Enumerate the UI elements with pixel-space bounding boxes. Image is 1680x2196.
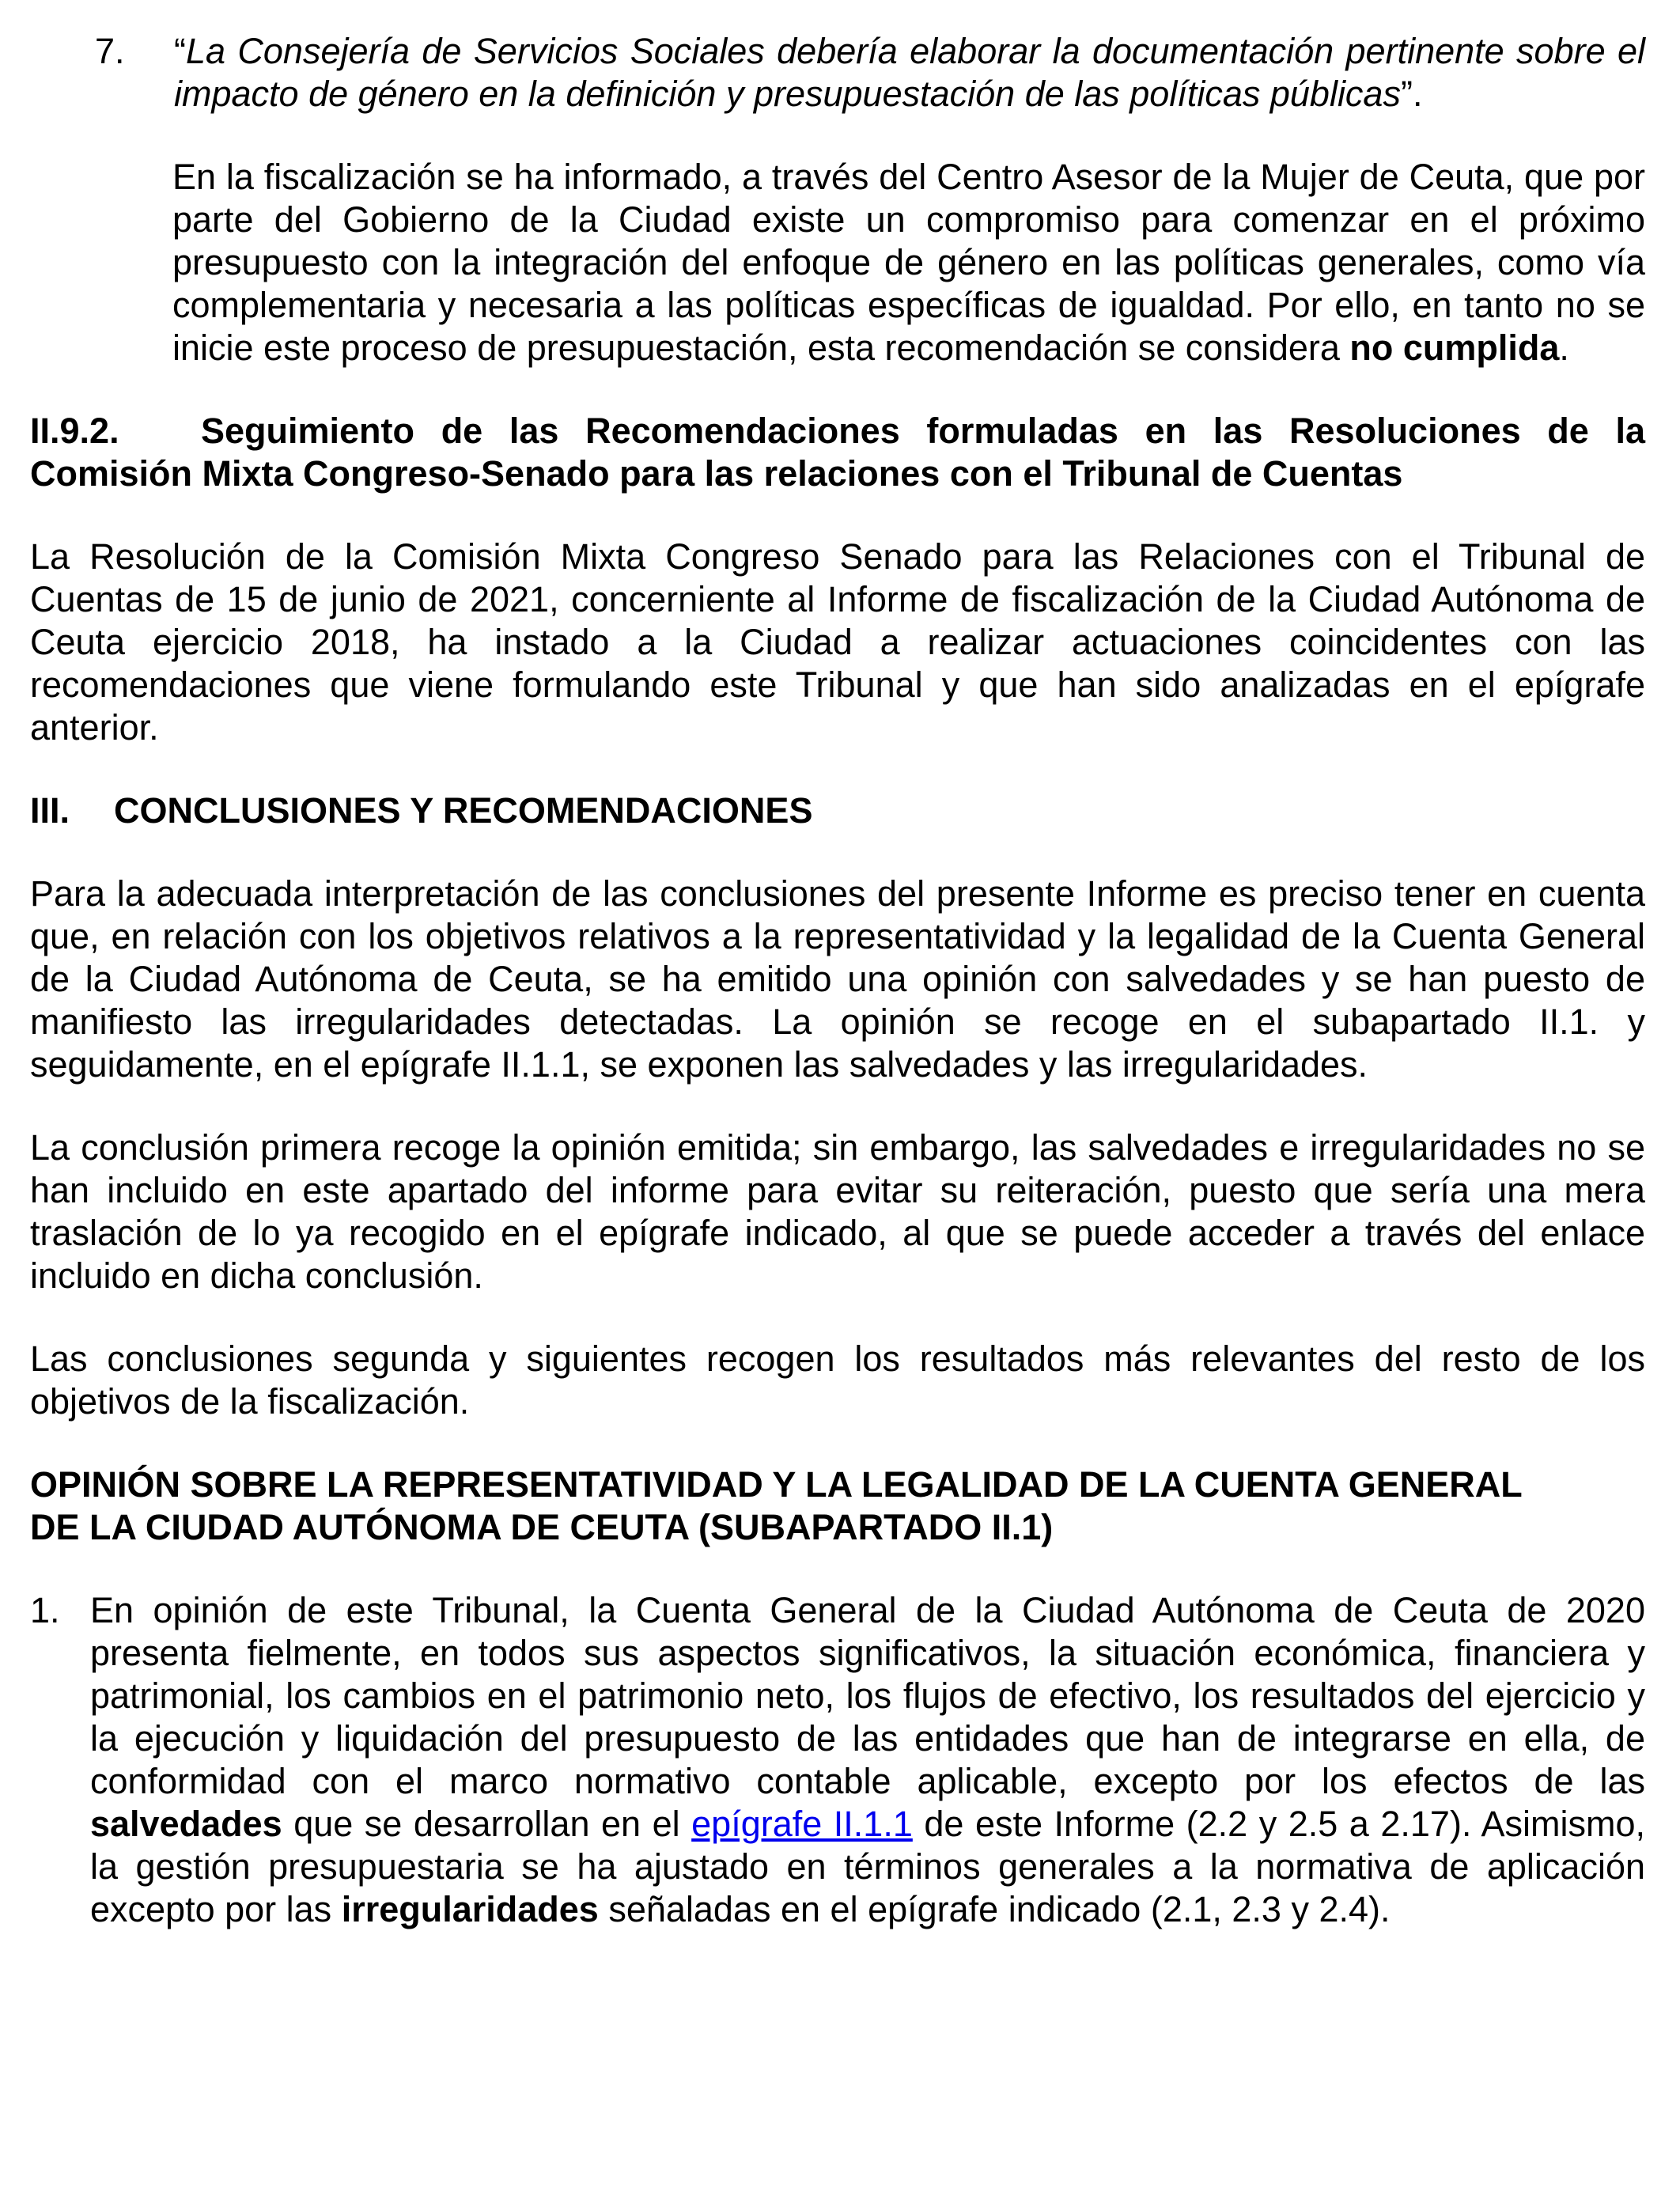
recommendation-quote: “La Consejería de Servicios Sociales debería elaborar la documentación pertinente sobre el impacto de género en la definición y presupuestación de las políticas públicas”. [174, 31, 1645, 114]
recommendation-7 [95, 30, 1645, 115]
conclusion-text: En opinión de este Tribunal, la Cuenta General de la Ciudad Autónoma de Ceuta de 2020 presenta fielmente, en todos sus aspectos significativos, la situación económica, financiera y patrimonial, los cambios en el patrimonio neto, los flujos de efectivo, los resultados del ejercicio y la ejecución y liquidación del presupuesto de las entidades que han de integrarse en ella, de conformidad con el marco normativo contable aplicable, excepto por los efectos de las salvedades que se desarrollan en el epígrafe II.1.1 de este Informe (2.2 y 2.5 a 2.17). Asimismo, la gestión presupuestaria se ha ajustado en términos generales a la normativa de aplicación excepto por las irregularidades señaladas en el epígrafe indicado (2.1, 2.3 y 2.4). [90, 1590, 1645, 1929]
recommendation-number: 7. [95, 31, 125, 71]
salvedades-term: salvedades [90, 1804, 282, 1844]
section-number: II.9.2. [30, 411, 119, 451]
conclusions-paragraph: Para la adecuada interpretación de las conclusiones del presente Informe es preciso tener en cuenta que, en relación con los objetivos relativos a la representatividad y la legalidad de la Cuenta General de la Ciudad Autónoma de Ceuta, se ha emitido una opinión con salvedades y se han puesto de manifiesto las irregularidades detectadas. La opinión se recoge en el subapartado II.1. y seguidamente, en el epígrafe II.1.1, se exponen las salvedades y las irregularidades. [30, 873, 1645, 1085]
epigrafe-link[interactable]: epígrafe II.1.1 [691, 1804, 913, 1844]
section-title-line2: Comisión Mixta Congreso-Senado para las relaciones con el Tribunal de Cuentas [30, 453, 1403, 494]
conclusions-paragraph: La conclusión primera recoge la opinión emitida; sin embargo, las salvedades e irregularidades no se han incluido en este apartado del informe para evitar su reiteración, puesto que sería una mera traslación de lo ya recogido en el epígrafe indicado, al que se puede acceder a través del enlace incluido en dicha conclusión. [30, 1127, 1645, 1296]
opinion-heading: OPINIÓN SOBRE LA REPRESENTATIVIDAD Y LA LEGALIDAD DE LA CUENTA GENERAL DE LA CIUDAD AUTÓNOMA DE CEUTA (SUBAPARTADO II.1) [30, 1464, 1523, 1547]
section-heading-ii-9-2 [30, 410, 1645, 495]
section-heading-iii [30, 789, 1645, 832]
recommendation-7-body: En la fiscalización se ha informado, a través del Centro Asesor de la Mujer de Ceuta, que por parte del Gobierno de la Ciudad existe un compromiso para comenzar en el próximo presupuesto con la integración del enfoque de género en las políticas generales, como vía complementaria y necesaria a las políticas específicas de igualdad. Por ello, en tanto no se inicie este proceso de presupuestación, esta recomendación se considera no cumplida. [172, 157, 1645, 368]
section-9-2-paragraph: La Resolución de la Comisión Mixta Congreso Senado para las Relaciones con el Tribunal de Cuentas de 15 de junio de 2021, concerniente al Informe de fiscalización de la Ciudad Autónoma de Ceuta ejercicio 2018, ha instado a la Ciudad a realizar actuaciones coincidentes con las recomendaciones que viene formulando este Tribunal y que han sido analizadas en el epígrafe anterior. [30, 536, 1645, 748]
conclusions-paragraph: Las conclusiones segunda y siguientes recogen los resultados más relevantes del resto de los objetivos de la fiscalización. [30, 1338, 1645, 1422]
document-page [30, 30, 1645, 1931]
section-title: CONCLUSIONES Y RECOMENDACIONES [114, 790, 813, 831]
section-number: III. [30, 790, 70, 831]
status-not-fulfilled: no cumplida [1349, 328, 1560, 368]
quote-text: La Consejería de Servicios Sociales debería elaborar la documentación pertinente sobre el impacto de género en la definición y presupuestación de las políticas públicas [174, 31, 1645, 114]
conclusion-1 [30, 1589, 1645, 1931]
section-title-line1: Seguimiento de las Recomendaciones formuladas en las Resoluciones de la [201, 411, 1645, 451]
irregularidades-term: irregularidades [341, 1889, 599, 1929]
conclusion-number: 1. [30, 1590, 60, 1630]
